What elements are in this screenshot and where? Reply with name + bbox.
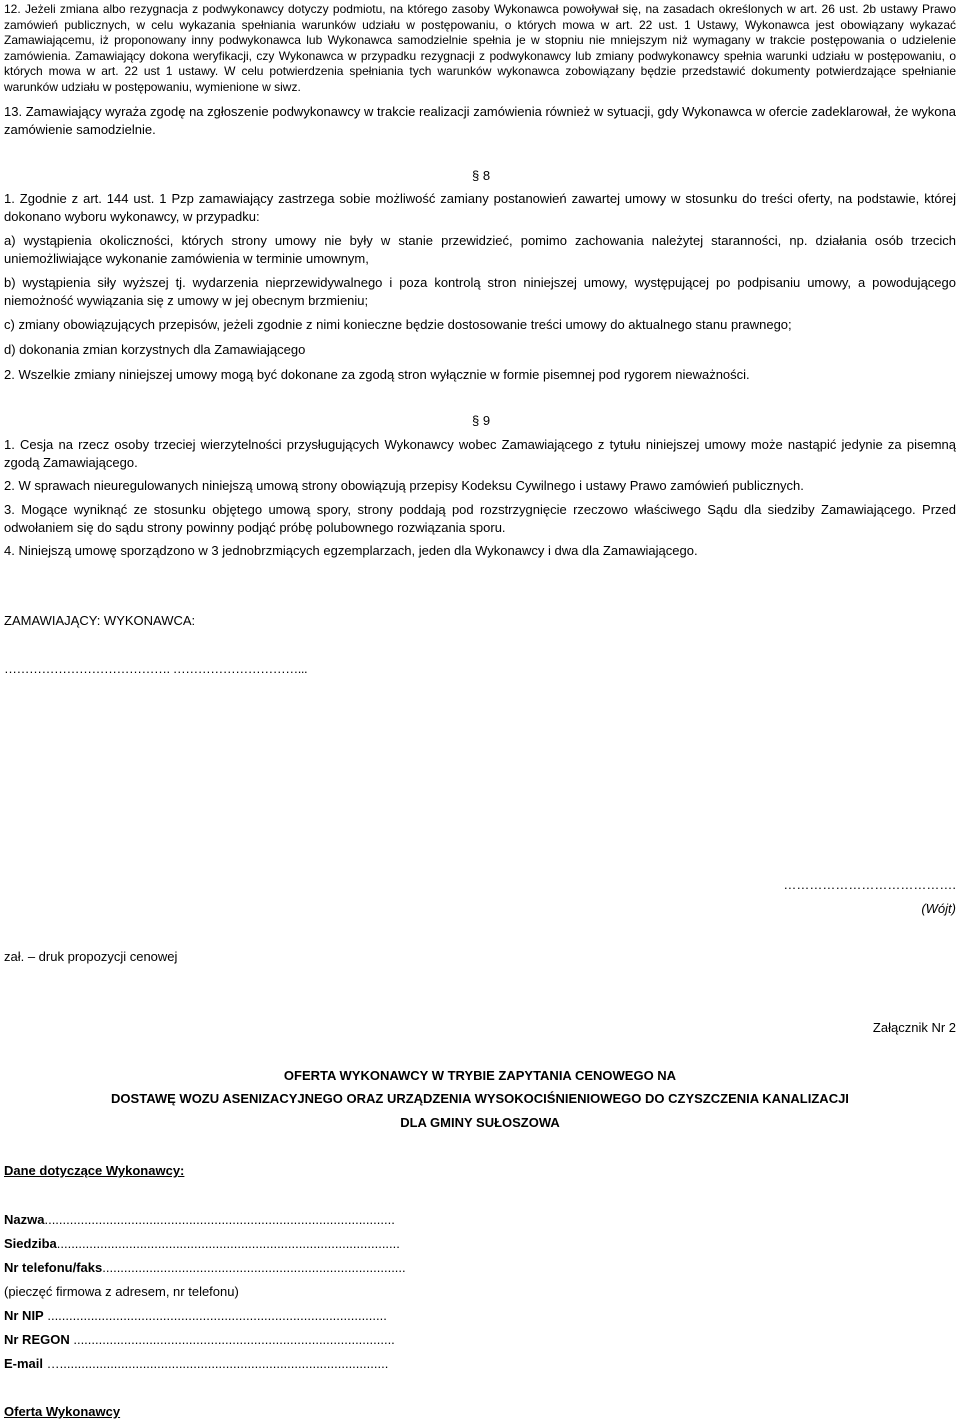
par9-heading: § 9 [472,413,491,428]
signature-parties: ZAMAWIAJĄCY: WYKONAWCA: [4,613,196,628]
par9-point-3: 3. Mogące wyniknąć ze stosunku objętego umową spory, strony poddają pod rozstrzygnięcie rzeczowo właściwego Sądu dla siedziby Zamawiającego. Przed odwołaniem się do sądu strony powinny podjąć próbę polubownego rozwiązania sporu. [4,502,956,535]
par8-point-1: 1. Zgodnie z art. 144 ust. 1 Pzp zamawiający zastrzega sobie możliwość zamiany postanowień zawartej umowy w stosunku do treści oferty, na podstawie, której dokonano wyboru wykonawcy, w przypadku: [4,191,956,224]
attachment-note: zał. – druk propozycji cenowej [4,949,178,964]
field-siedziba-dots: ............................................................................................... [56,1236,400,1251]
field-nazwa-dots: ................................................................................................. [44,1212,395,1227]
par8-point-b: b) wystąpienia siły wyższej tj. wydarzenia nieprzewidywalnego i poza kontrolą stron niniejszej umowy, występującej po podpisaniu umowy, a powodującego niemożność wywiązania się z umowy w jej obecnym brzmieniu; [4,275,956,308]
stamp-note: (pieczęć firmowa z adresem, nr telefonu) [4,1284,239,1299]
zalacznik-label: Załącznik Nr 2 [872,1020,956,1035]
field-email-label: E-mail [4,1356,44,1371]
field-nazwa-label: Nazwa [4,1212,45,1227]
field-telefon-label: Nr telefonu/faks [4,1260,103,1275]
contractor-data-heading: Dane dotyczące Wykonawcy: [4,1163,185,1178]
par8-point-a: a) wystąpienia okoliczności, których strony umowy nie były w stanie przewidzieć, pomimo zachowania należytej staranności, np. działania osób trzecich uniemożliwiające wykonanie zamówienia w terminie umownym, [4,233,956,266]
par8-point-c: c) zmiany obowiązujących przepisów, jeżeli zgodnie z nimi konieczne będzie dostosowanie treści umowy do aktualnego stanu prawnego; [4,317,792,332]
field-nazwa [4,1211,395,1228]
par8-point-d: d) dokonania zmian korzystnych dla Zamawiającego [4,342,306,357]
par9-point-1: 1. Cesja na rzecz osoby trzeciej wierzytelności przysługujących Wykonawcy wobec Zamawiającego z tytułu niniejszej umowy może nastąpić jedynie za pisemną zgodą Zamawiającego. [4,437,956,470]
offer-heading: Oferta Wykonawcy [4,1404,121,1419]
section-12-paragraph: 12. Jeżeli zmiana albo rezygnacja z podwykonawcy dotyczy podmiotu, na którego zasoby Wykonawca powoływał się, na zasadach określonych w art. 26 ust. 2b ustawy Prawo zamówień publicznych, w celu wykazania spełniania warunków udziału w postępowaniu, o których mowa w art. 22 ust. 1 Ustawy, Wykonawca jest obowiązany wykazać Zamawiającemu, iż proponowany inny podwykonawca lub Wykonawca samodzielnie spełnia je w stopniu nie mniejszym niż wymagany w trakcie postępowania o udzielenie zamówienia. Zamawiający dokona weryfikacji, czy Wykonawca w przypadku rezygnacji z podwykonawcy lub zmiany podwykonawcy spełnia warunki udziału w postępowaniu, o których mowa w art. 22 ust 1 ustawy. W celu potwierdzenia spełniania tych warunków wykonawca zobowiązany będzie przedstawić dokumenty potwierdzające spełnianie warunków udziału w postępowaniu, wymienione w siwz. [4,2,956,94]
field-nip-label: Nr NIP [4,1308,44,1323]
offer-title-line-2: DOSTAWĘ WOZU ASENIZACYJNEGO ORAZ URZĄDZENIA WYSOKOCIŚNIENIOWEGO DO CZYSZCZENIA KANALIZACJI [111,1091,849,1106]
signature-dotted-lines: …………………………………. …………………………... [4,661,308,676]
field-regon [4,1331,395,1348]
par9-point-2: 2. W sprawach nieuregulowanych niniejszą umową strony obowiązują przepisy Kodeksu Cywilnego i ustawy Prawo zamówień publicznych. [4,478,804,493]
field-regon-label: Nr REGON [4,1332,70,1347]
section-13-paragraph: 13. Zamawiający wyraża zgodę na zgłoszenie podwykonawcy w trakcie realizacji zamówienia również w sytuacji, gdy Wykonawca w ofercie zadeklarował, że wykona zamówienie samodzielnie. [4,104,956,137]
wojt-label: (Wójt) [921,901,956,916]
par8-heading: § 8 [472,168,491,183]
field-nip-dots: .............................................................................................. [43,1308,387,1323]
offer-title-line-1: OFERTA WYKONAWCY W TRYBIE ZAPYTANIA CENOWEGO NA [283,1068,677,1083]
field-email-dots: …........................................................................................... [43,1356,389,1371]
field-siedziba [4,1235,400,1252]
field-siedziba-label: Siedziba [4,1236,57,1251]
field-telefon-faks [4,1259,406,1276]
par9-point-4: 4. Niniejszą umowę sporządzono w 3 jednobrzmiących egzemplarzach, jeden dla Wykonawcy i dwa dla Zamawiającego. [4,543,698,558]
field-telefon-dots: .................................................................................... [102,1260,406,1275]
field-nip [4,1307,387,1324]
par8-point-2: 2. Wszelkie zmiany niniejszej umowy mogą być dokonane za zgodą stron wyłącznie w formie pisemnej pod rygorem nieważności. [4,367,750,382]
field-email [4,1355,388,1372]
field-regon-dots: ......................................................................................... [69,1332,395,1347]
offer-title-line-3: DLA GMINY SUŁOSZOWA [400,1115,560,1130]
wojt-dotted-line: …………………………………. [783,877,956,892]
